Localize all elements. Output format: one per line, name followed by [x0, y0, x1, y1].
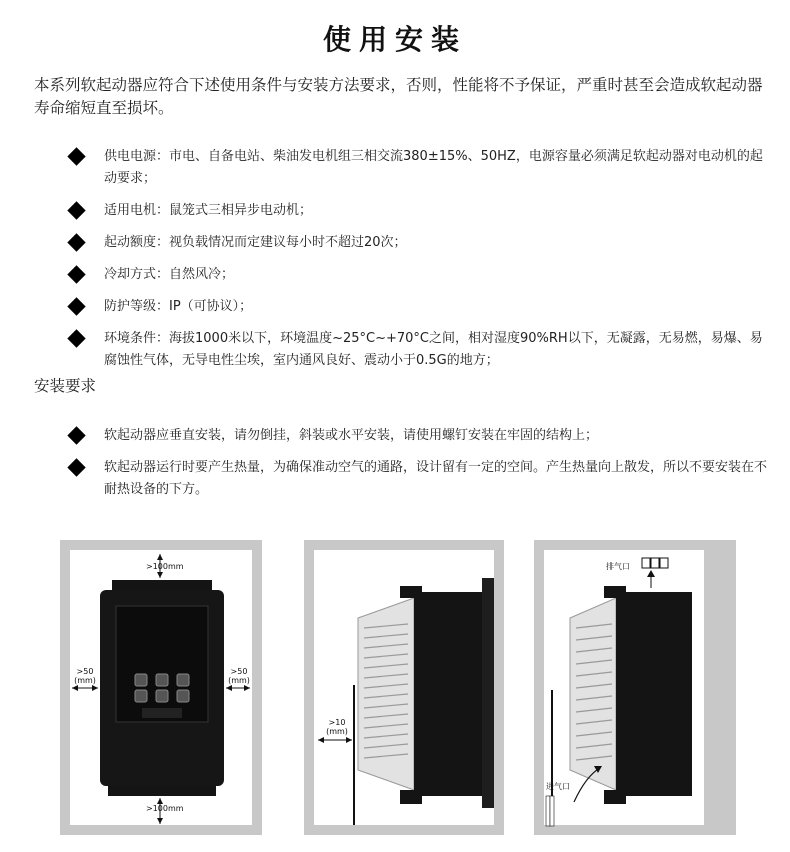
conditions-list — [68, 146, 768, 382]
condition-cooling: 冷却方式：自然风冷； — [104, 267, 235, 282]
condition-protection: 防护等级：IP（可协议）； — [104, 299, 253, 314]
diamond-bullet-icon — [67, 426, 85, 444]
right-clearance-unit: (mm) — [228, 676, 250, 685]
condition-environment: 环境条件：海拔1000米以下，环境温度~25°C~+70°C之间，相对湿度90%RH以下，无凝露，无易燃，易爆、易腐蚀性气体，无导电性尘埃，室内通风良好、震动小于0.5G的地方； — [104, 331, 763, 368]
diamond-bullet-icon — [67, 147, 85, 165]
list-item — [68, 146, 768, 190]
list-item — [68, 457, 768, 501]
top-clearance-label: >100mm — [146, 562, 184, 571]
exhaust-label: 排气口 — [606, 562, 630, 571]
front-view-drawing — [60, 540, 262, 835]
diamond-bullet-icon — [67, 233, 85, 251]
diamond-bullet-icon — [67, 297, 85, 315]
diamond-bullet-icon — [67, 458, 85, 476]
install-heading: 安装要求 — [34, 377, 97, 395]
condition-start-rating: 起动额度：视负载情况而定建议每小时不超过20次； — [104, 235, 407, 250]
right-clearance-value: >50 — [230, 667, 248, 676]
list-item — [68, 200, 768, 222]
page-title: 使用安装 — [322, 23, 467, 56]
side-view-drawing — [304, 540, 504, 835]
intro-paragraph: 本系列软起动器应符合下述使用条件与安装方法要求，否则，性能将不予保证，严重时甚至会造成软起动器寿命缩短直至损坏。 — [34, 76, 763, 117]
bottom-clearance-label: >100mm — [146, 804, 184, 813]
front-view-figure — [60, 540, 262, 835]
list-item — [68, 264, 768, 286]
condition-power-supply: 供电电源：市电、自备电站、柴油发电机组三相交流380±15%、50HZ，电源容量必须满足软起动器对电动机的起动要求； — [104, 149, 763, 186]
install-heat: 软起动器运行时要产生热量，为确保准动空气的通路，设计留有一定的空间。产生热量向上散发，所以不要安装在不耐热设备的下方。 — [104, 460, 768, 497]
list-item — [68, 232, 768, 254]
install-vertical: 软起动器应垂直安装，请勿倒挂，斜装或水平安装，请使用螺钉安装在牢固的结构上； — [104, 428, 599, 443]
back-clearance-unit: (mm) — [326, 727, 348, 736]
side-view-figure — [304, 540, 504, 835]
diamond-bullet-icon — [67, 329, 85, 347]
install-list — [68, 425, 768, 511]
diamond-bullet-icon — [67, 265, 85, 283]
diamond-bullet-icon — [67, 201, 85, 219]
list-item — [68, 328, 768, 372]
left-clearance-value: >50 — [76, 667, 94, 676]
intake-label: 进气口 — [546, 782, 570, 791]
back-clearance-value: >10 — [328, 718, 346, 727]
list-item — [68, 425, 768, 447]
airflow-figure — [534, 540, 736, 835]
list-item — [68, 296, 768, 318]
condition-motor: 适用电机：鼠笼式三相异步电动机； — [104, 203, 313, 218]
left-clearance-unit: (mm) — [74, 676, 96, 685]
